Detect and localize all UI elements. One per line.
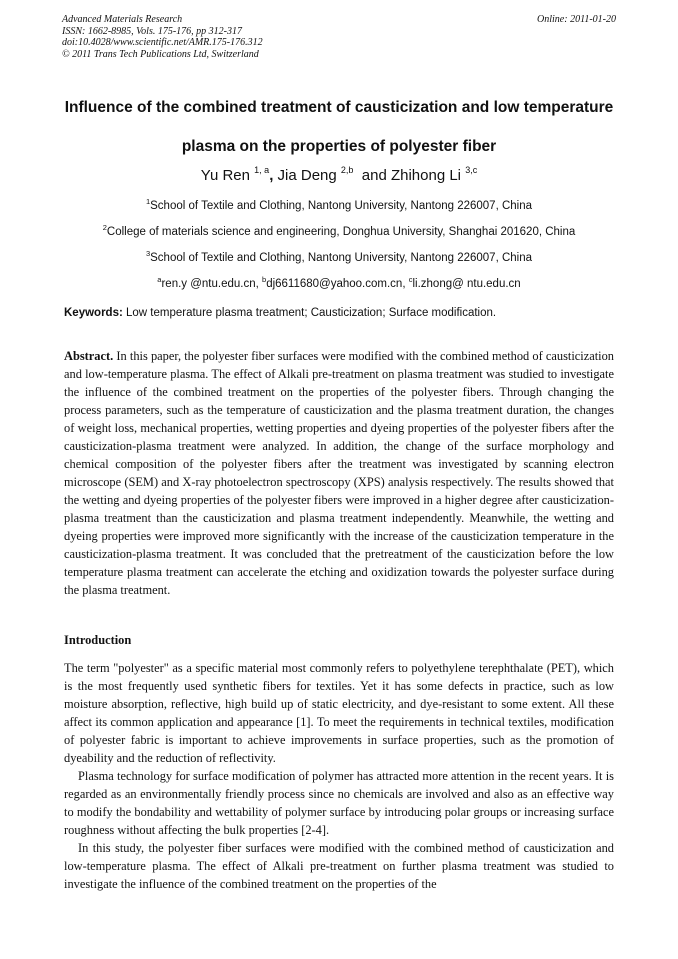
keywords-text: Low temperature plasma treatment; Causticization; Surface modification.: [126, 307, 497, 319]
online-date: Online: 2011-01-20: [537, 14, 616, 25]
paper-title: Influence of the combined treatment of causticization and low temperature plasma on the properties of polyester fiber: [64, 99, 614, 155]
journal-name: Advanced Materials Research: [62, 14, 183, 25]
affiliation-text: School of Textile and Clothing, Nantong University, Nantong 226007, China: [150, 200, 533, 212]
abstract-label: Abstract.: [64, 349, 114, 363]
intro-paragraph: Plasma technology for surface modification of polymer has attracted more attention in the recent years. It is regarded as an environmentally friendly process since no chemicals are involved and also as an effective way to modify the bondability and wettability of polymer surface by introducing polar groups or increasing surface roughness without affecting the bulk properties [2-4].: [64, 769, 614, 837]
author-superscript: 3,c: [465, 165, 478, 175]
author-name: Zhihong Li: [390, 167, 462, 184]
email-marker: c: [408, 275, 413, 284]
affiliations: [30, 192, 648, 296]
keywords-label: Keywords:: [64, 307, 123, 319]
affiliation-line: [30, 192, 648, 218]
author-superscript: 1, a: [254, 165, 270, 175]
affiliation-text: College of materials science and engineering, Donghua University, Shanghai 201620, China: [106, 226, 576, 238]
email-text: dj6611680@yahoo.com.cn,: [266, 278, 409, 290]
affiliation-line: [30, 218, 648, 244]
author-name: Jia Deng: [277, 167, 337, 184]
affiliation-text: School of Textile and Clothing, Nantong University, Nantong 226007, China: [150, 252, 533, 264]
journal-info: [62, 14, 616, 60]
author-conjunction: and: [361, 167, 387, 184]
author-name: Yu Ren: [200, 167, 250, 184]
author-separator: ,: [269, 167, 274, 184]
affiliation-marker: 2: [102, 223, 107, 232]
keywords-line: [64, 307, 618, 319]
affiliation-marker: 3: [145, 249, 151, 258]
email-text: li.zhong@ ntu.edu.cn: [412, 278, 521, 290]
affiliation-marker: 1: [145, 197, 151, 206]
abstract-paragraph: [64, 347, 614, 599]
intro-paragraph: The term "polyester" as a specific material most commonly refers to polyethylene terephthalate (PET), which is the most frequently used synthetic fibers for textiles. Yet it has some defects in practice, such as low moisture absorption, reflective, high build up of static electricity, and dye-resistant to some extent. All these affect its common application and appearance [1]. To meet the requirements in technical textiles, modification of polyester fabric is important to achieve improvements in surface properties, such as the promotion of dyeability and the reduction of reflectivity.: [64, 661, 614, 765]
author-line: [40, 160, 638, 186]
copyright-line: © 2011 Trans Tech Publications Ltd, Switzerland: [62, 48, 259, 60]
email-marker: a: [157, 275, 162, 284]
email-text: ren.y @ntu.edu.cn,: [161, 278, 263, 290]
doi-line: doi:10.4028/www.scientific.net/AMR.175-176.312: [62, 37, 263, 48]
email-marker: b: [262, 275, 267, 284]
journal-header: [62, 14, 616, 60]
intro-paragraph: In this study, the polyester fiber surfaces were modified with the combined method of causticization and low-temperature plasma. The effect of Alkali pre-treatment on further plasma treatment was studied to investigate the influence of the combined treatment on the properties of the: [64, 841, 614, 891]
author-superscript: 2,b: [340, 165, 354, 175]
issn-line: ISSN: 1662-8985, Vols. 175-176, pp 312-317: [62, 25, 242, 37]
email-line: [30, 270, 648, 296]
affiliation-line: [30, 244, 648, 270]
section-heading-introduction: Introduction: [64, 633, 132, 647]
introduction-body: [64, 659, 614, 893]
abstract-text: In this paper, the polyester fiber surfaces were modified with the combined method of causticization and low-temperature plasma. The effect of Alkali pre-treatment on plasma treatment was studied to investigate the influence of the combined treatment on the properties of the polyester fibers. Through changing the process parameters, such as the temperature of causticization and the plasma treatment duration, the changes of weight loss, mechanical properties, wetting properties and dyeing properties of the polyester fibers after the causticization-plasma treatment were analyzed. In addition, the change of the surface morphology and chemical composition of the polyester fibers after the treatment was investigated by scanning electron microscope (SEM) and X-ray photoelectron spectroscopy (XPS) analysis respectively. The results showed that the wetting and dyeing properties of the polyester fibers were improved in a higher degree after causticization-plasma treatment than the causticization and plasma treatment independently. Meanwhile, the wetting and dyeing properties were improved more significantly with the increase of the causticization temperature in the causticization-plasma treatment. It was concluded that the pretreatment of the causticization before the low temperature plasma treatment can accelerate the etching and oxidization towards the polyester surface during the plasma treatment.: [64, 349, 614, 597]
